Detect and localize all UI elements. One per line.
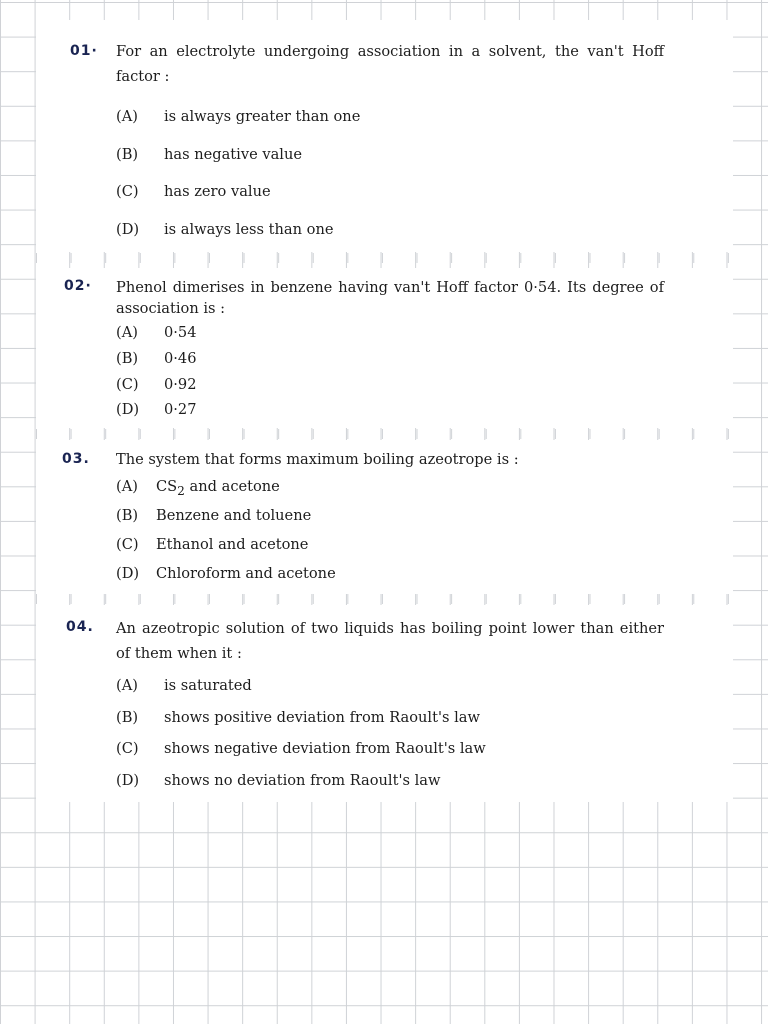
option-label: (D) <box>116 221 140 238</box>
grid-tick-strip <box>36 594 733 604</box>
option-text: Benzene and toluene <box>156 507 312 524</box>
option-label: (D) <box>116 565 140 582</box>
option-text: CS <box>156 478 178 495</box>
option[interactable] <box>116 478 280 498</box>
option[interactable] <box>116 183 271 200</box>
option-text: has zero value <box>164 183 271 200</box>
question-number: 03. <box>62 451 90 467</box>
option-text: Ethanol and acetone <box>156 536 309 553</box>
option-text: 0·54 <box>164 324 197 341</box>
option[interactable] <box>116 376 197 393</box>
question-text: The system that forms maximum boiling azeotrope is : <box>116 451 519 468</box>
option-label: (A) <box>116 324 138 341</box>
option-label: (C) <box>116 740 139 757</box>
option-text: is saturated <box>164 677 252 694</box>
option[interactable] <box>116 709 480 726</box>
option-label: (B) <box>116 146 139 163</box>
option-label: (D) <box>116 772 140 789</box>
option[interactable] <box>116 677 252 694</box>
option[interactable] <box>116 108 360 125</box>
option-text: is always greater than one <box>164 108 361 125</box>
option-label: (B) <box>116 507 139 524</box>
option-label: (C) <box>116 183 139 200</box>
option-label: (A) <box>116 677 138 694</box>
question-number: 02· <box>64 278 92 294</box>
option[interactable] <box>116 350 197 367</box>
question-text: An azeotropic solution of two liquids has boiling point lower than either of them when it : <box>116 620 664 662</box>
option[interactable] <box>116 565 336 582</box>
option[interactable] <box>116 507 311 524</box>
option-text: shows negative deviation from Raoult's law <box>164 740 486 757</box>
grid-tick-strip <box>36 253 733 263</box>
option[interactable] <box>116 146 302 163</box>
option[interactable] <box>116 740 486 757</box>
option-label: (D) <box>116 401 140 418</box>
question-text: For an electrolyte undergoing association in a solvent, the van't Hoff factor : <box>116 43 664 85</box>
option-text: 0·92 <box>164 376 197 393</box>
option-label: (C) <box>116 376 139 393</box>
option-text: and acetone <box>184 478 280 495</box>
option[interactable] <box>116 401 197 418</box>
option[interactable] <box>116 772 440 789</box>
question-number: 04. <box>66 619 94 635</box>
option-text: is always less than one <box>164 221 334 238</box>
option-text: has negative value <box>164 146 303 163</box>
option-label: (B) <box>116 709 139 726</box>
option-label: (A) <box>116 108 138 125</box>
option-text: shows no deviation from Raoult's law <box>164 772 441 789</box>
option-text: shows positive deviation from Raoult's law <box>164 709 480 726</box>
question-number: 01· <box>70 43 98 59</box>
option-label: (B) <box>116 350 139 367</box>
question-text: Phenol dimerises in benzene having van't Hoff factor 0·54. Its degree of association is : <box>116 279 664 317</box>
option-label: (A) <box>116 478 138 495</box>
option[interactable] <box>116 536 308 553</box>
option-text: Chloroform and acetone <box>156 565 336 582</box>
option-text: 0·27 <box>164 401 197 418</box>
option[interactable] <box>116 324 197 341</box>
option-text: 0·46 <box>164 350 197 367</box>
option[interactable] <box>116 221 333 238</box>
grid-tick-strip <box>36 429 733 439</box>
option-label: (C) <box>116 536 139 553</box>
subscript: 2 <box>177 483 185 498</box>
